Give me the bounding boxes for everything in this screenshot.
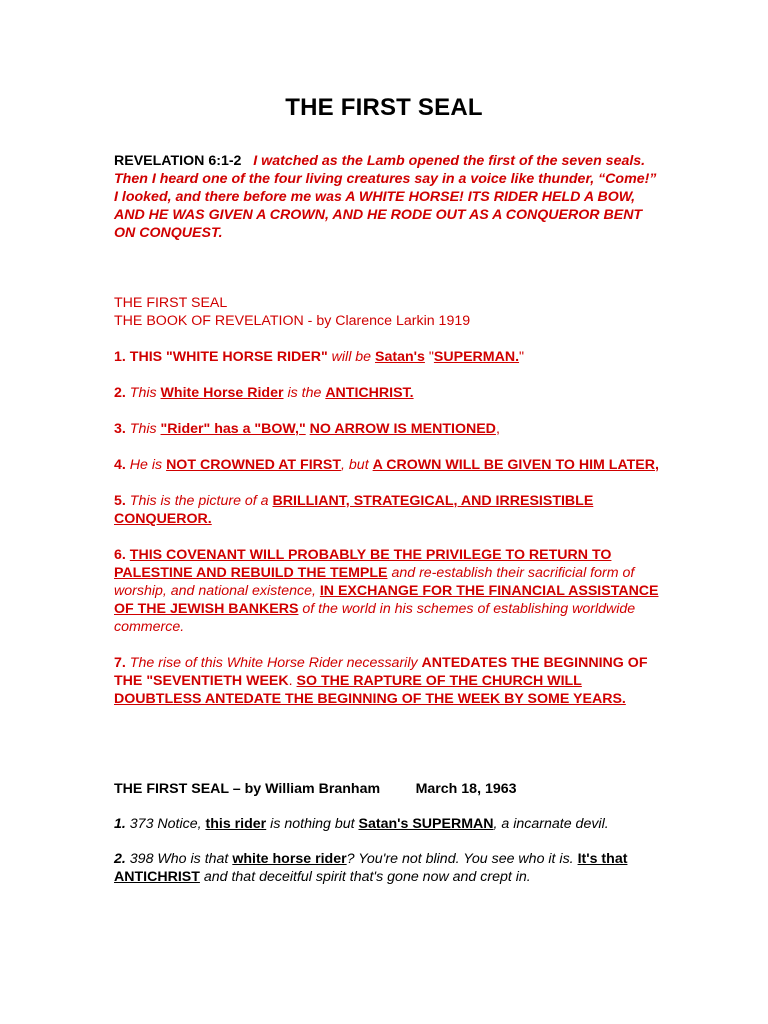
point-number: 1. [114, 816, 126, 832]
point-text: ? You're not blind. You see who it is. [346, 851, 578, 867]
point-text: NOT CROWNED AT FIRST [166, 457, 342, 473]
branham-point-1 [114, 815, 662, 833]
point-text: " [519, 349, 525, 365]
point-text: SO THE RAPTURE OF THE CHURCH WILL DOUBTLESS ANTEDATE THE BEGINNING OF THE WEEK BY SOME YEARS. [114, 673, 626, 707]
point-text: and re-establish their sacrificial form of worship, and national existence, [114, 565, 635, 599]
point-text: " [424, 349, 434, 365]
point-number: 5. [114, 493, 126, 509]
point-text: of the world in his schemes of establishing worldwide commerce. [114, 601, 636, 635]
point-text: is the [283, 385, 326, 401]
point-text: 398 Who is that [125, 851, 233, 867]
point-text: THIS COVENANT WILL PROBABLY BE THE PRIVILEGE TO RETURN TO PALESTINE AND REBUILD THE TEMPLE [114, 547, 612, 581]
larkin-heading-line1: THE FIRST SEAL [114, 295, 228, 311]
larkin-point-3 [114, 420, 662, 438]
larkin-point-7 [114, 654, 662, 708]
larkin-heading-line2: THE BOOK OF REVELATION - by Clarence Larkin 1919 [114, 313, 471, 329]
point-text: This [125, 385, 161, 401]
point-number: 6. [114, 547, 126, 563]
scripture-text: I watched as the Lamb opened the first of the seven seals. Then I heard one of the four living creatures say in a voice like thunder, “Come!” I looked, and there before me was A WHITE HORSE! ITS RIDER HELD A BOW, AND HE WAS GIVEN A CROWN, AND HE RODE OUT AS A CONQUEROR BENT ON CONQUEST. [114, 153, 657, 241]
point-text: "Rider" has a "BOW," [160, 421, 306, 437]
larkin-point-1 [114, 348, 662, 366]
point-text: IN EXCHANGE FOR THE FINANCIAL ASSISTANCE OF THE JEWISH BANKERS [114, 583, 659, 617]
point-text: It's that ANTICHRIST [114, 851, 628, 885]
point-text: and that deceitful spirit that's gone now and crept in. [199, 869, 531, 885]
branham-heading-title: THE FIRST SEAL – by William Branham [114, 781, 381, 797]
larkin-point-6 [114, 546, 662, 636]
document-body [114, 152, 662, 886]
point-text: White Horse Rider [160, 385, 284, 401]
point-text: , but [341, 457, 373, 473]
point-text: SUPERMAN. [433, 349, 520, 365]
larkin-point-5 [114, 492, 662, 528]
point-text: this rider [205, 816, 267, 832]
point-text: A CROWN WILL BE GIVEN TO HIM LATER, [372, 457, 659, 473]
point-text: . [288, 673, 297, 689]
point-text: ANTEDATES THE BEGINNING OF THE "SEVENTIETH WEEK [114, 655, 648, 689]
point-text: THIS "WHITE HORSE RIDER" [129, 349, 328, 365]
point-text: Satan's [375, 349, 425, 365]
point-text: , [495, 421, 500, 437]
point-text: will be [327, 349, 376, 365]
point-text: 373 Notice, [125, 816, 206, 832]
point-text: Satan's SUPERMAN [358, 816, 494, 832]
point-number: 1. [114, 349, 126, 365]
point-text: This is the picture of a [125, 493, 273, 509]
point-text: , a incarnate devil. [493, 816, 609, 832]
page-title: THE FIRST SEAL [285, 94, 483, 121]
branham-point-2 [114, 850, 662, 886]
branham-heading-date: March 18, 1963 [415, 781, 517, 797]
scripture-reference: REVELATION 6:1-2 [114, 153, 242, 169]
scripture-paragraph [114, 152, 662, 242]
point-number: 3. [114, 421, 126, 437]
larkin-point-2 [114, 384, 662, 402]
point-text: is nothing but [266, 816, 359, 832]
point-text: BRILLIANT, STRATEGICAL, AND IRRESISTIBLE CONQUEROR. [114, 493, 594, 527]
point-text: NO ARROW IS MENTIONED [309, 421, 496, 437]
larkin-point-4 [114, 456, 662, 474]
larkin-heading [114, 294, 662, 330]
point-text: He is [125, 457, 167, 473]
point-text: This [125, 421, 161, 437]
point-number: 7. [114, 655, 126, 671]
point-text: ANTICHRIST. [325, 385, 414, 401]
point-number: 2. [114, 385, 126, 401]
point-text: white horse rider [232, 851, 347, 867]
point-text: The rise of this White Horse Rider necessarily [125, 655, 422, 671]
point-number: 4. [114, 457, 126, 473]
point-number: 2. [114, 851, 126, 867]
branham-heading [114, 780, 662, 798]
